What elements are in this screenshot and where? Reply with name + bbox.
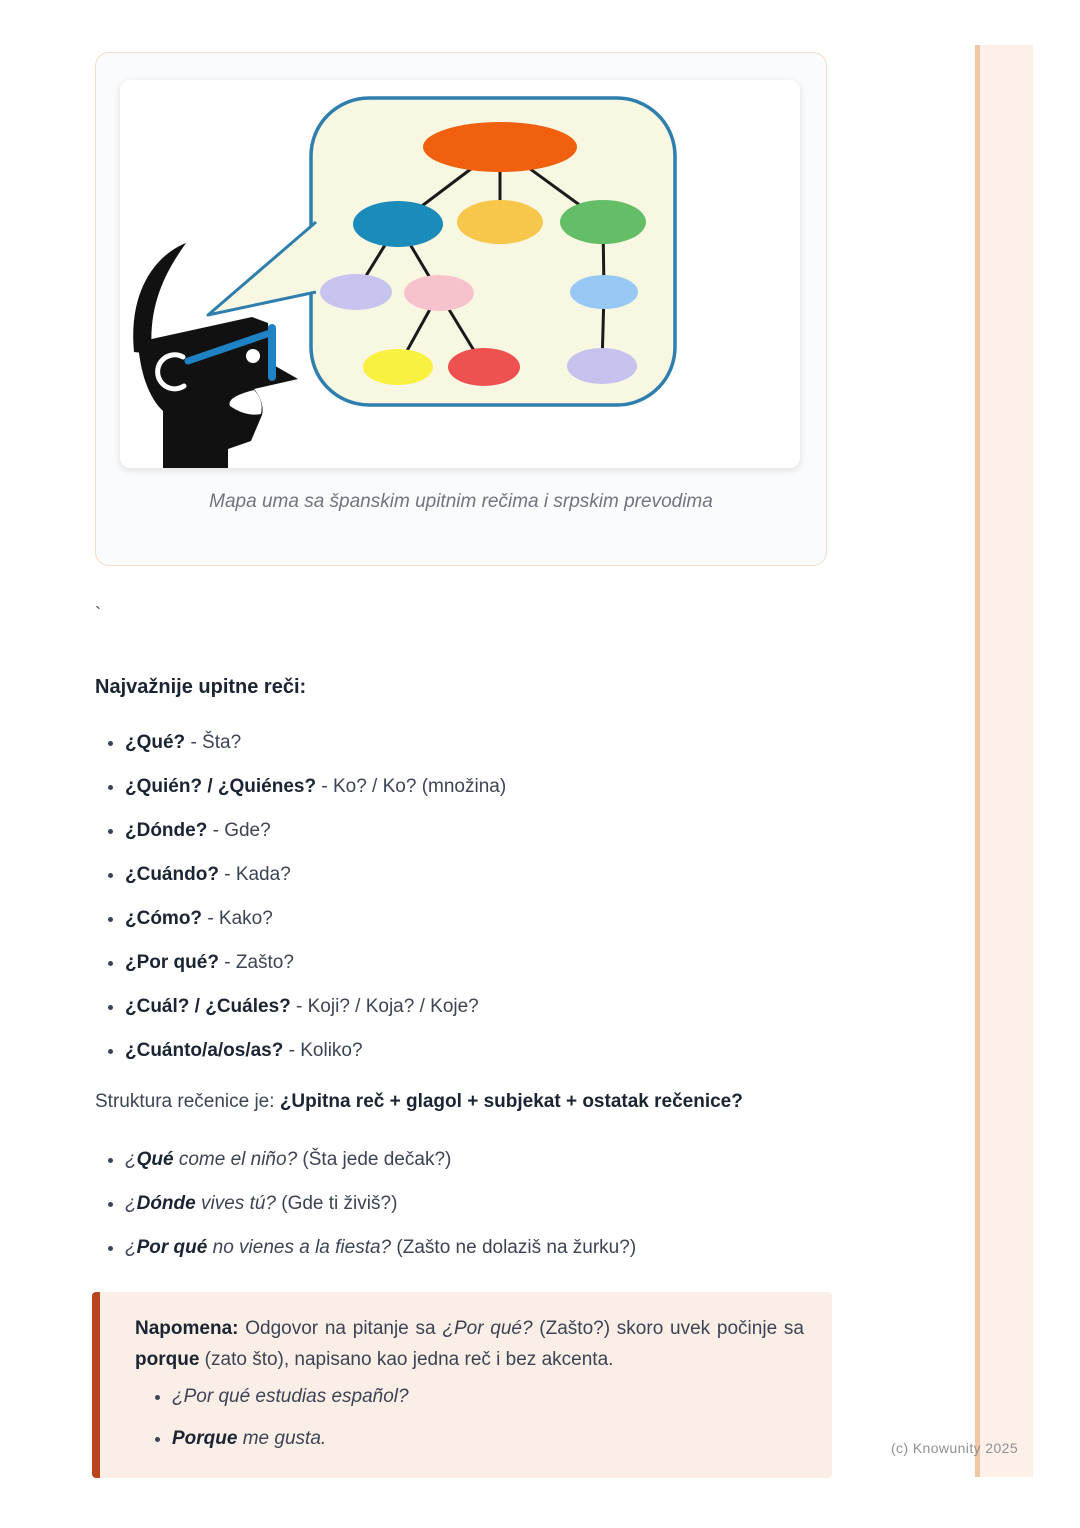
- question-words-section: [95, 730, 830, 1082]
- page-margin-band: [975, 45, 1033, 1477]
- question-word-item: • ¿Cuál? / ¿Cuáles? - Koji? / Koja? / Koje?: [125, 994, 830, 1019]
- example-item: • ¿Qué come el niño? (Šta jede dečak?): [125, 1147, 830, 1172]
- gold-oval: [457, 200, 543, 244]
- example-item: • ¿Dónde vives tú? (Gde ti živiš?): [125, 1191, 830, 1216]
- note-bullet-item: • ¿Por qué estudias español?: [172, 1384, 804, 1409]
- question-word-item: • ¿Qué? - Šta?: [125, 730, 830, 755]
- examples-section: [95, 1147, 830, 1279]
- question-word-item: • ¿Quién? / ¿Quiénes? - Ko? / Ko? (množina): [125, 774, 830, 799]
- mindmap-svg: [120, 80, 800, 468]
- blue-oval: [570, 275, 638, 309]
- mindmap-illustration: [120, 80, 800, 468]
- copyright-text: (c) Knowunity 2025: [891, 1440, 1019, 1456]
- question-words-list: [95, 730, 830, 1063]
- structure-line: Struktura rečenice je: ¿Upitna reč + glagol + subjekat + ostatak rečenice?: [95, 1091, 743, 1112]
- yellow-oval: [363, 349, 433, 385]
- examples-list: [95, 1147, 830, 1260]
- example-item: • ¿Por qué no vienes a la fiesta? (Zašto ne dolaziš na žurku?): [125, 1235, 830, 1260]
- question-word-item: • ¿Cómo? - Kako?: [125, 906, 830, 931]
- question-word-item: • ¿Cuándo? - Kada?: [125, 862, 830, 887]
- section-heading: Najvažnije upitne reči:: [95, 676, 307, 698]
- lavender-oval-1: [320, 274, 392, 310]
- pink-oval: [404, 275, 474, 311]
- note-bullet-item: • Porque me gusta.: [172, 1426, 804, 1451]
- red-oval: [448, 348, 520, 386]
- question-word-item: • ¿Cuánto/a/os/as? - Koliko?: [125, 1038, 830, 1063]
- lavender-oval-2: [567, 348, 637, 384]
- question-word-item: • ¿Por qué? - Zašto?: [125, 950, 830, 975]
- note-callout: [92, 1292, 832, 1478]
- figure-card: [95, 52, 827, 566]
- teal-oval: [353, 201, 443, 247]
- figure-caption: Mapa uma sa španskim upitnim rečima i srpskim prevodima: [209, 491, 713, 512]
- speech-bubble-tail: [208, 222, 316, 315]
- question-word-item: • ¿Dónde? - Gde?: [125, 818, 830, 843]
- stray-character: `: [95, 604, 101, 624]
- eye-icon: [246, 349, 260, 363]
- green-oval: [560, 200, 646, 244]
- note-bullets: [135, 1384, 804, 1451]
- root-oval: [423, 122, 577, 172]
- note-paragraph: Napomena: Odgovor na pitanje sa ¿Por qué? (Zašto?) skoro uvek počinje sa porque (zato što), napisano kao jedna reč i bez akcenta.: [135, 1318, 804, 1370]
